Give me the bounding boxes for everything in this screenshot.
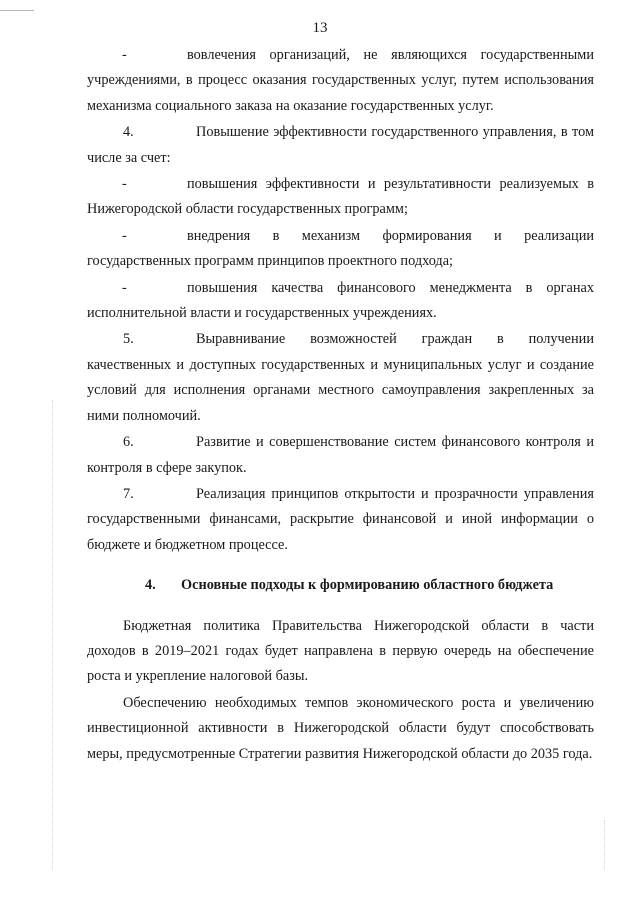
bullet-dash: - (122, 227, 127, 244)
bullet-paragraph (87, 172, 594, 223)
numbered-paragraph (87, 327, 594, 429)
bullet-paragraph (87, 43, 594, 119)
item-number: 5. (123, 331, 134, 348)
paragraph-text: Повышение эффективности государственного управления, в том числе за счет: (87, 124, 594, 166)
item-number: 4. (123, 124, 134, 141)
body-paragraph: Бюджетная политика Правительства Нижегородской области в части доходов в 2019–2021 годах будет направлена в первую очередь на обеспечение роста и укрепление налоговой базы. (87, 617, 594, 685)
paragraph-text: повышения качества финансового менеджмента в органах исполнительной власти и государственных учреждениях. (87, 279, 594, 322)
scan-artifact-line (604, 820, 605, 870)
paragraph-text: Реализация принципов открытости и прозрачности управления государственными финансами, раскрытие финансовой и иной информации о бюджете и бюджетном процессе. (87, 485, 594, 553)
numbered-paragraph (87, 482, 594, 558)
page-number: 13 (312, 20, 328, 36)
numbered-paragraph (87, 120, 594, 171)
bullet-dash: - (122, 279, 127, 296)
paragraph-text: повышения эффективности и результативности реализуемых в Нижегородской области государственных программ; (87, 176, 594, 218)
bullet-paragraph (87, 224, 594, 275)
item-number: 7. (123, 485, 134, 502)
scan-artifact-line (0, 10, 34, 11)
section-title: Основные подходы к формированию областного бюджета (181, 577, 554, 594)
section-number: 4. (145, 577, 156, 594)
scan-artifact-line (52, 400, 53, 870)
paragraph-text: Выравнивание возможностей граждан в получении качественных и доступных государственных и муниципальных услуг и создание условий для исполнения органами местного самоуправления закрепленных за ними полномочий. (87, 331, 594, 424)
bullet-dash: - (122, 176, 127, 193)
paragraph-text: внедрения в механизм формирования и реализации государственных программ принципов проектного подхода; (87, 227, 594, 270)
paragraph-text: вовлечения организаций, не являющихся государственными учреждениями, в процесс оказания государственных услуг, путем использования механизма социального заказа на оказание государственных услуг. (87, 47, 594, 114)
section-heading (87, 573, 594, 598)
document-body (87, 43, 594, 767)
bullet-dash: - (122, 47, 127, 63)
body-paragraph: Обеспечению необходимых темпов экономического роста и увеличению инвестиционной активности в Нижегородской области будут способствовать меры, предусмотренные Стратегии развития Нижегородской области до 2035 года. (87, 694, 594, 762)
numbered-paragraph (87, 430, 594, 481)
paragraph-text: Развитие и совершенствование систем финансового контроля и контроля в сфере закупок. (87, 434, 594, 476)
bullet-paragraph (87, 276, 594, 327)
item-number: 6. (123, 434, 134, 451)
